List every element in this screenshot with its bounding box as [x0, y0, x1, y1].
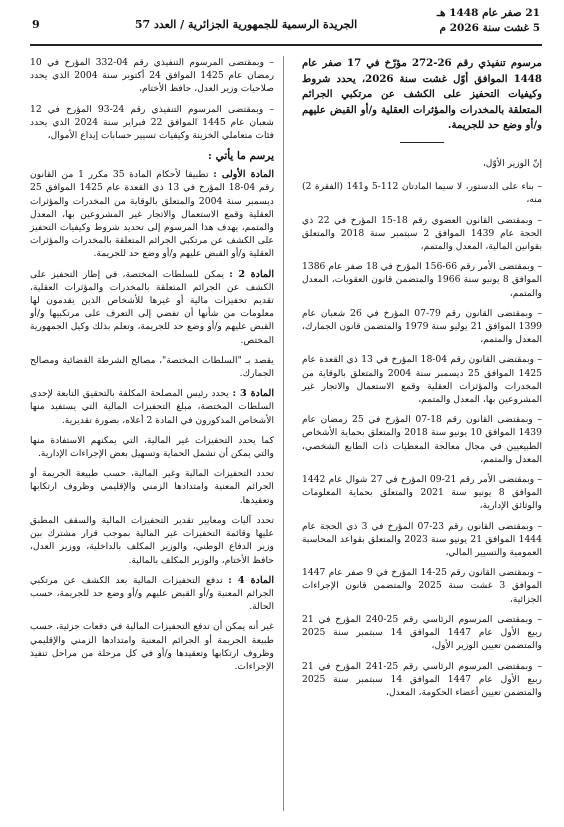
- visa-paragraph: – وبمقتضى الأمر رقم 66-156 المؤرخ في 18 صفر عام 1386 الموافق 8 يونيو سنة 1966 والمتضمن قانون العقوبات، المعدل والمتمم،: [302, 261, 543, 299]
- visa-paragraph: – وبمقتضى القانون رقم 25-14 المؤرخ في 9 صفر عام 1447 الموافق 3 غشت سنة 2025 والمتضمن قانون الإجراءات الجزائية،: [302, 567, 543, 605]
- visa-paragraph: – وبمقتضى المرسوم الرئاسي رقم 25-241 المؤرخ في 21 ربيع الأول عام 1447 الموافق 14 سبتمبر سنة 2025 والمتضمن تعيين أعضاء الحكومة، المعدل،: [302, 660, 542, 698]
- article-text: كما يحدد التحفيزات غير المالية، التي يمكنهم الاستفادة منها والتي يمكن أن تشمل الحماية وتسهيل بعض الإجراءات الإدارية.: [30, 434, 274, 460]
- article-text: غير أنه يمكن أن تدفع التحفيزات المالية في دفعات جزئية، حسب طبيعة الجريمة أو الجرائم المعنية وامتدادها الزمني والإقليمي وظروف ارتكابها وتعقيدها و/أو في كل مرحلة من مراحل تنفيذ الإجراءات.: [30, 621, 274, 672]
- article-paragraph: [30, 514, 274, 567]
- article-paragraph: [30, 434, 274, 460]
- visa-paragraph: – وبمقتضى القانون العضوي رقم 18-15 المؤرخ في 22 ذي الحجة عام 1439 الموافق 2 سبتمبر سنة 2018 والمتعلق بقوانين المالية، المعدل والمتمم،: [302, 214, 543, 253]
- article-paragraph: [30, 620, 274, 673]
- left-column: [30, 56, 274, 680]
- article-paragraph: [30, 354, 274, 380]
- column-divider: [283, 56, 284, 811]
- visa-paragraph: – وبمقتضى القانون رقم 23-07 المؤرخ في 3 ذي الحجة عام 1444 الموافق 21 يونيو سنة 2023 والمتعلق بقواعد المحاسبة العمومية والتسيير المالي،: [302, 520, 542, 559]
- visa-paragraph: – وبمقتضى القانون رقم 18-07 المؤرخ في 25 رمضان عام 1439 الموافق 10 يونيو سنة 2018 والمتعلق بحماية الأشخاص الطبيعيين في مجال معالجة المعطيات ذات الطابع الشخصي، المعدل والمتمم،: [302, 414, 543, 465]
- article-paragraph: [30, 574, 274, 614]
- title-rule: [400, 142, 444, 144]
- page-header: [30, 4, 542, 46]
- article-paragraph: [30, 268, 274, 347]
- visa-paragraph: – وبمقتضى القانون رقم 04-18 المؤرخ في 13 ذي القعدة عام 1425 الموافق 25 ديسمبر سنة 2004 والمتعلق بالوقاية من المخدرات والمؤثرات العقلية وقمع الاستعمال والاتجار غير المشروعين بها، المعدل والمتمم،: [302, 354, 543, 406]
- date-hijri: 21 صفر عام 1448 هـ: [436, 7, 540, 19]
- journal-title: الجريدة الرسمية للجمهورية الجزائرية / العدد 57: [134, 18, 358, 31]
- right-column: [302, 56, 542, 706]
- visa-paragraph: – وبمقتضى المرسوم التنفيذي رقم 04-332 المؤرخ في 10 رمضان عام 1425 الموافق 24 أكتوبر سنة 2004 الذي يحدد صلاحيات وزير العدل، حافظ الأختام،: [30, 57, 275, 95]
- issue-date: [437, 6, 540, 36]
- page-number: 9: [32, 18, 40, 31]
- article-paragraph: [30, 387, 274, 427]
- visa-paragraph: – وبمقتضى المرسوم التنفيذي رقم 24-93 المؤرخ في 12 شعبان عام 1445 الموافق 22 فبراير سنة 2024 الذي يحدد فئات متعاملي الخزينة وكيفيات تسيير حسابات إيداع الأموال،: [30, 103, 274, 142]
- article-text: تطبيقا لأحكام المادة 35 مكرر 1 من القانون رقم 04-18 المؤرخ في 13 ذي القعدة عام 1425 الموافق 25 ديسمبر سنة 2004 والمتعلق بالوقاية من المخدرات والمؤثرات العقلية وقمع الاستعمال والاتجار غير المشروعين بها، المعدل والمتمم، يهدف هذا المرسوم إلى تحديد شروط وكيفيات التحفيز على الكشف عن مرتكبي الجرائم المتعلقة بالمخدرات والمؤثرات العقلية و/أو القبض عليهم و/أو وضع حد للجريمة.: [30, 169, 275, 260]
- article-heading: المادة 4 :: [228, 574, 275, 586]
- date-gregorian: 5 غشت سنة 2026 م: [439, 22, 540, 34]
- visa-paragraph: – وبمقتضى المرسوم الرئاسي رقم 25-240 المؤرخ في 21 ربيع الأول عام 1447 الموافق 14 سبتمبر سنة 2025 والمتضمن تعيين الوزير الأول،: [302, 613, 542, 652]
- article-paragraph: [30, 467, 274, 507]
- visa-paragraph: – وبمقتضى الأمر رقم 21-09 المؤرخ في 27 شوال عام 1442 الموافق 8 يونيو سنة 2021 والمتعلق بحماية المعلومات والوثائق الإدارية،: [302, 474, 543, 512]
- article-text: تحدد آليات ومعايير تقدير التحفيزات المالية والسقف المطبق عليها وقائمة التحفيزات غير المالية بموجب قرار مشترك بين وزير الدفاع الوطني، والوزير المكلف بالداخلية، ووزير العدل، حافظ الأختام، والوزير المكلف بالمالية.: [30, 514, 274, 566]
- article-heading: المادة 2 :: [229, 268, 275, 280]
- article-paragraph: [30, 168, 274, 260]
- article-text: يمكن للسلطات المختصة، في إطار التحفيز على الكشف عن الجرائم المتعلقة بالمخدرات والمؤثرات العقلية، تقديم تحفيزات مالية أو غيرها للأشخاص الذين يقدمون لها معلومات من شأنها أن تفضي إلى التعرف على مرتكبيها و/أو القبض عليهم و/أو وضع حد للجريمة، وتعلم بذلك وكيل الجمهورية المختص.: [30, 268, 274, 346]
- article-text: تحدد التحفيزات المالية وغير المالية، حسب طبيعة الجريمة أو الجرائم المعنية وامتدادها الزمني والإقليمي وظروف ارتكابها وتعقيدها.: [30, 468, 274, 506]
- decree-title: مرسوم تنفيذي رقم 26-272 مؤرّخ في 17 صفر عام 1448 الموافق أوّل غشت سنة 2026، يحدد شروط وكيفيات التحفيز على الكشف عن مرتكبي الجرائم المتعلقة بالمخدرات والمؤثرات العقلية و/أو القبض عليهم و/أو وضع حد للجريمة.: [302, 57, 543, 131]
- article-heading: المادة الأولى :: [213, 169, 274, 181]
- visa-paragraph: – وبمقتضى القانون رقم 79-07 المؤرخ في 26 شعبان عام 1399 الموافق 21 يوليو سنة 1979 والمتضمن قانون الجمارك، المعدل والمتمم،: [302, 307, 543, 346]
- intro-line: إنّ الوزير الأوّل،: [482, 158, 542, 169]
- article-heading: المادة 3 :: [232, 388, 275, 400]
- visa-paragraph: – بناء على الدستور، لا سيما المادتان 112-5 و141 (الفقرة 2) منه،: [302, 181, 542, 206]
- article-text: تدفع التحفيزات المالية بعد الكشف عن مرتكبي الجرائم المعنية و/أو القبض عليهم و/أو وضع حد للجريمة، حسب الحالة.: [30, 574, 274, 613]
- article-text: يقصد بـ "السلطات المختصة"، مصالح الشرطة القضائية ومصالح الجمارك.: [30, 354, 274, 380]
- article-text: يحدد رئيس المصلحة المكلفة بالتحقيق التابعة لإحدى السلطات المختصة، مبلغ التحفيزات المالية التي يستفيد منها الأشخاص المذكورون في المادة 2 أعلاه، بصورة تقديرية.: [30, 388, 274, 426]
- decree-statement: يرسم ما يأتي :: [208, 150, 274, 163]
